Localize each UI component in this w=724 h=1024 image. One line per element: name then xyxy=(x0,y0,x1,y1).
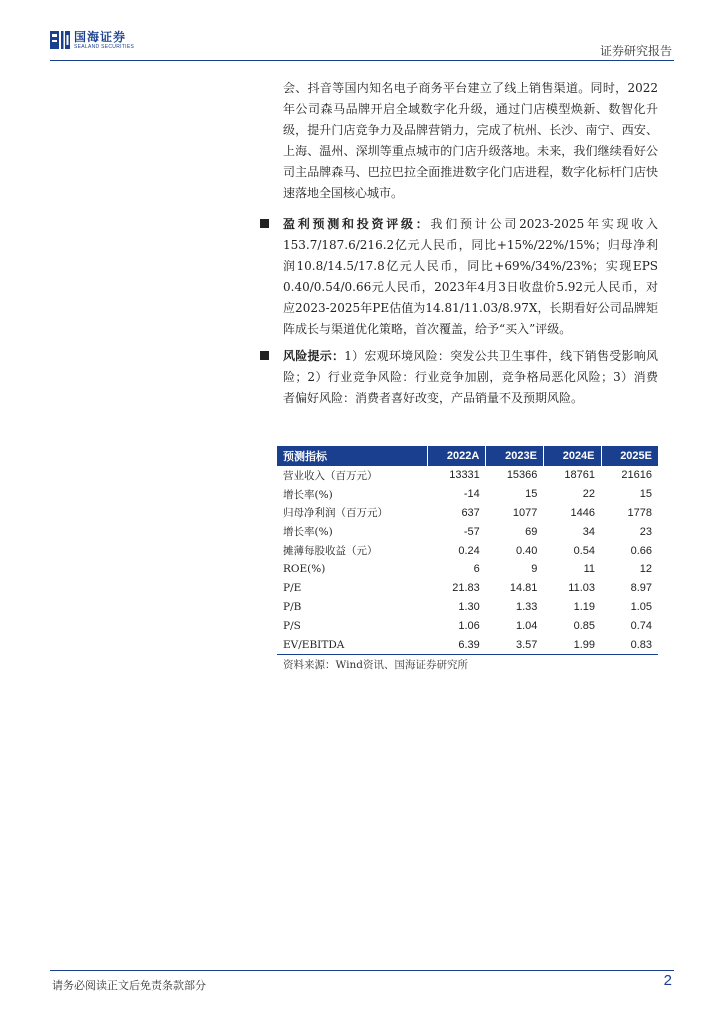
table-cell: 1.99 xyxy=(543,635,601,654)
table-header-row xyxy=(277,446,658,466)
table-cell: 1.04 xyxy=(515,619,538,632)
table-cell: 归母净利润（百万元） xyxy=(283,507,388,520)
table-header-cell: 2025E xyxy=(601,446,658,466)
table-cell: 增长率(%) xyxy=(283,526,333,539)
table-cell: 0.40 xyxy=(515,544,538,557)
table-cell: P/E xyxy=(283,582,302,595)
intro-paragraph: 会、抖音等国内知名电子商务平台建立了线上销售渠道。同时，2022年公司森马品牌开启全域数字化升级，通过门店模型焕新、数智化升级，提升门店竞争力及品牌营销力，完成了杭州、长沙、南宁、西安、上海、温州、深圳等重点城市的门店升级落地。未来，我们继续看好公司主品牌森马、巴拉巴拉全面推进数字化门店进程，数字化标杆门店快速落地全国核心城市。 xyxy=(283,81,658,200)
table-cell: -14 xyxy=(463,488,480,501)
table-cell: 0.24 xyxy=(458,544,480,557)
page-number: 2 xyxy=(663,972,672,989)
table-cell: 营业收入（百万元） xyxy=(283,469,378,482)
table-cell: 11 xyxy=(583,563,596,576)
forecast-heading: 盈利预测和投资评级： xyxy=(283,217,431,231)
table-header-cell: 2024E xyxy=(543,446,601,466)
table-cell: 14.81 xyxy=(509,582,538,595)
table-cell: 23 xyxy=(639,525,652,538)
table-cell: 69 xyxy=(525,525,538,538)
table-cell: P/B xyxy=(283,600,302,613)
table-cell: 0.54 xyxy=(573,544,596,557)
table-cell: 0.83 xyxy=(601,635,658,654)
risk-body: 1）宏观环境风险：突发公共卫生事件，线下销售受影响风险；2）行业竞争风险：行业竞争加剧，竞争格局恶化风险；3）消费者偏好风险：消费者喜好改变，产品销量不及预期风险。 xyxy=(283,349,658,405)
table-cell: EV/EBITDA xyxy=(277,635,427,654)
table-header-cell: 2022A xyxy=(427,446,485,466)
table-cell: 1.05 xyxy=(630,600,652,613)
table-cell: 18761 xyxy=(564,469,596,482)
table-cell: 12 xyxy=(639,563,652,576)
table-cell: 15 xyxy=(525,488,538,501)
sealand-logo-icon xyxy=(50,30,70,50)
forecast-section xyxy=(260,214,658,340)
table-cell: 1077 xyxy=(512,506,538,519)
table-header-cell: 预测指标 xyxy=(277,446,427,466)
table-row xyxy=(277,616,658,635)
table-cell: -57 xyxy=(463,525,480,538)
risk-heading: 风险提示： xyxy=(283,349,345,363)
forecast-body: 我们预计公司2023-2025年实现收入153.7/187.6/216.2亿元人民币，同比+15%/22%/15%；归母净利润10.8/14.5/17.8亿元人民币，同比+69%/34%/23%；实现EPS 0.40/0.54/0.66元人民币，2023年4月3日收盘价5.92元人民币，对应2023-2025年PE估值为14.81/11.03/8.97X，长期看好公司品牌矩阵成长与渠道优化策略，首次覆盖，给予“买入”评级。 xyxy=(283,217,658,336)
risk-text xyxy=(283,346,658,409)
table-cell: 637 xyxy=(461,506,480,519)
table-cell: 15366 xyxy=(506,469,538,482)
page-header xyxy=(0,0,724,62)
table-cell: 6 xyxy=(473,563,480,576)
table-cell: 11.03 xyxy=(568,582,596,595)
table-row xyxy=(277,635,658,654)
report-type-label: 证券研究报告 xyxy=(599,44,672,58)
table-cell: 1446 xyxy=(570,506,596,519)
table-cell: 3.57 xyxy=(486,635,544,654)
table-cell: 摊薄每股收益（元） xyxy=(283,545,378,558)
table-row xyxy=(277,598,658,617)
table-cell: 增长率(%) xyxy=(283,488,333,501)
table-row xyxy=(277,560,658,579)
table-cell: 1778 xyxy=(627,506,652,519)
table-cell: 1.30 xyxy=(458,600,480,613)
risk-section xyxy=(260,346,658,409)
square-bullet-icon xyxy=(260,351,269,360)
table-row xyxy=(277,541,658,560)
table-row xyxy=(277,579,658,598)
table-header-cell: 2023E xyxy=(486,446,544,466)
table-cell: 22 xyxy=(582,488,596,501)
table-cell: 9 xyxy=(531,563,538,576)
forecast-text xyxy=(283,214,658,340)
table-cell: ROE(%) xyxy=(283,563,326,576)
logo-english-name: SEALAND SECURITIES xyxy=(74,43,135,50)
table-row xyxy=(277,522,658,541)
table-row xyxy=(277,485,658,504)
table-cell: 0.74 xyxy=(630,619,652,632)
table-cell: 15 xyxy=(639,488,652,501)
table-cell: 6.39 xyxy=(427,635,485,654)
table-cell: 34 xyxy=(582,525,596,538)
table-cell: 1.33 xyxy=(515,600,538,613)
square-bullet-icon xyxy=(260,219,269,228)
footer-divider xyxy=(50,970,674,971)
table-cell: 8.97 xyxy=(630,582,652,595)
table-source-note: 资料来源：Wind资讯、国海证券研究所 xyxy=(283,659,468,671)
footer-disclaimer: 请务必阅读正文后免责条款部分 xyxy=(52,979,206,992)
header-divider xyxy=(50,60,674,61)
logo-chinese-name: 国海证券 xyxy=(74,29,127,44)
table-cell: P/S xyxy=(283,619,301,632)
table-cell: 21.83 xyxy=(452,582,480,595)
table-cell: 13331 xyxy=(449,469,480,482)
table-row xyxy=(277,466,658,485)
table-cell: 0.85 xyxy=(573,619,596,632)
table-cell: 1.06 xyxy=(458,619,480,632)
company-logo xyxy=(50,30,134,50)
table-cell: 0.66 xyxy=(630,544,652,557)
table-cell: 21616 xyxy=(621,469,652,482)
forecast-table xyxy=(277,446,658,655)
table-cell: 1.19 xyxy=(573,600,596,613)
table-row xyxy=(277,504,658,523)
